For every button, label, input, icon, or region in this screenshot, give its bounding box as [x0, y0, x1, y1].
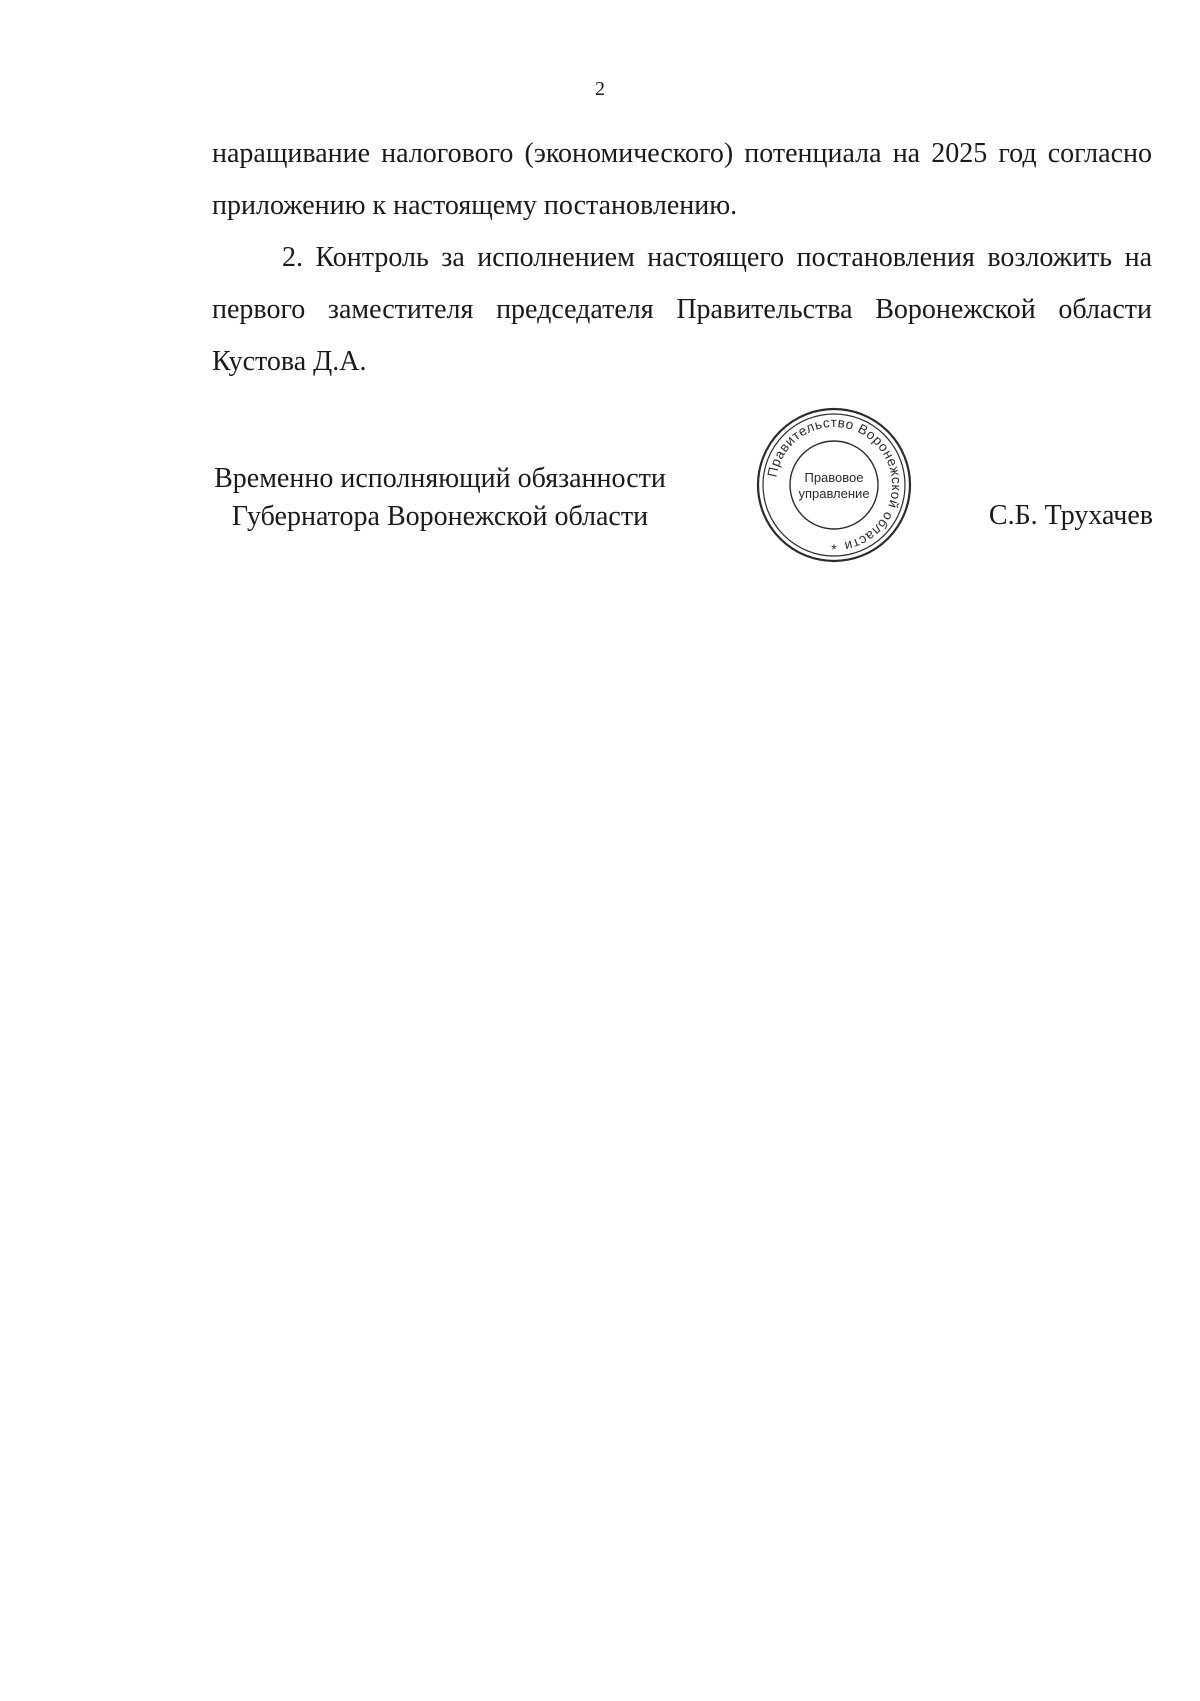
paragraph-2: 2. Контроль за исполнением настоящего постановления возложить на первого заместителя председателя Правительства Воронежской области Кустова Д.А. [212, 242, 1152, 377]
stamp-inner-ring [790, 441, 878, 529]
stamp-star-icon: * [831, 541, 837, 557]
signatory-title-line-2: Губернатора Воронежской области [231, 501, 649, 532]
stamp-center-line-1: Правовое [804, 470, 864, 485]
stamp-center-line-2: управление [798, 486, 870, 501]
signatory-title [200, 460, 680, 536]
signatory-name: С.Б. Трухачев [988, 500, 1153, 531]
signatory-title-line-1: Временно исполняющий обязанности [214, 463, 666, 494]
document-body [212, 128, 1152, 388]
stamp-outer-ring-thin [763, 414, 905, 556]
page-number: 2 [595, 78, 605, 100]
paragraph-1: наращивание налогового (экономического) потенциала на 2025 год согласно приложению к настоящему постановлению. [212, 138, 1152, 221]
official-stamp [754, 405, 914, 565]
stamp-outer-ring [758, 409, 910, 561]
stamp-ring-text: Правительство Воронежской области [764, 414, 905, 555]
